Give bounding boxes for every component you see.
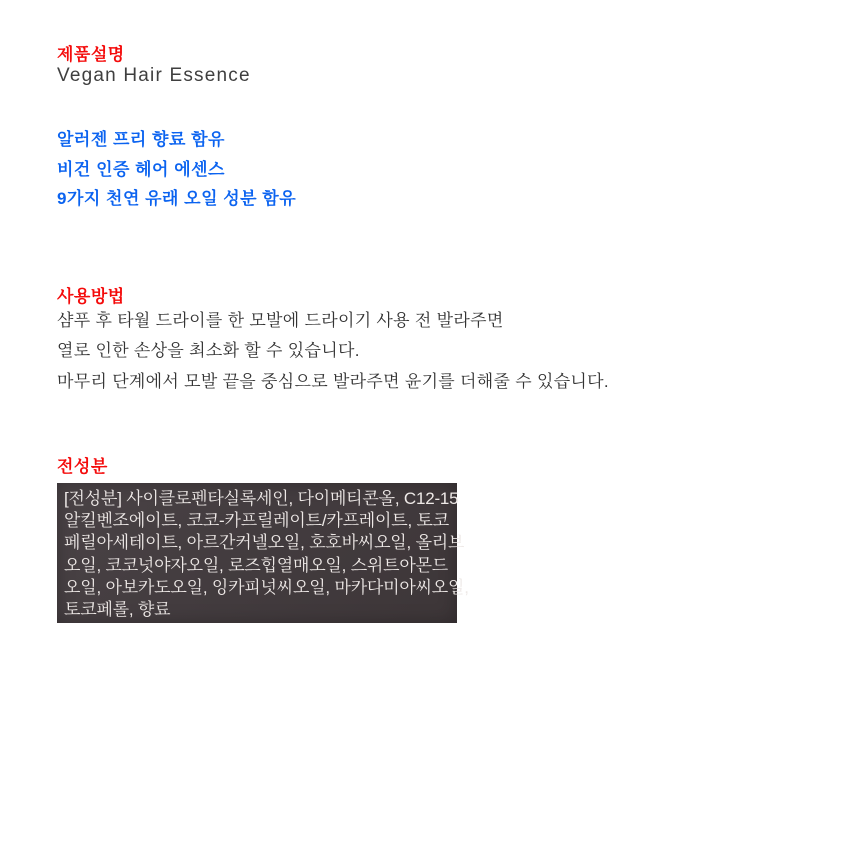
section-heading-usage: 사용방법 [57, 287, 125, 306]
usage-line: 열로 인한 손상을 최소화 할 수 있습니다. [57, 341, 360, 361]
usage-instructions [57, 306, 609, 397]
feature-line: 9가지 천연 유래 오일 성분 함유 [57, 189, 297, 208]
ingredients-line: [전성분] 사이클로펜타실록세인, 다이메티콘올, C12-15 [64, 489, 459, 508]
usage-line: 샴푸 후 타월 드라이를 한 모발에 드라이기 사용 전 발라주면 [57, 311, 504, 330]
section-heading-ingredients: 전성분 [57, 457, 108, 476]
ingredients-line: 오일, 아보카도오일, 잉카피넛씨오일, 마카다미아씨오일, [64, 577, 469, 597]
section-heading-product-description: 제품설명 [57, 45, 125, 64]
feature-list [57, 125, 296, 214]
ingredients-line: 오일, 코코넛야자오일, 로즈힙열매오일, 스위트아몬드 [64, 555, 449, 575]
ingredients-line: 페릴아세테이트, 아르간커넬오일, 호호바씨오일, 올리브 [64, 533, 465, 553]
feature-line: 알러젠 프리 향료 함유 [57, 130, 225, 149]
usage-line: 마무리 단계에서 모발 끝을 중심으로 발라주면 윤기를 더해줄 수 있습니다. [57, 371, 609, 391]
ingredients-label-photo [57, 483, 469, 623]
ingredients-line: 토코페롤, 향료 [64, 600, 171, 620]
product-name: Vegan Hair Essence [57, 65, 251, 86]
ingredients-line: 알킬벤조에이트, 코코-카프릴레이트/카프레이트, 토코 [64, 511, 449, 531]
feature-line: 비건 인증 헤어 에센스 [57, 159, 225, 179]
